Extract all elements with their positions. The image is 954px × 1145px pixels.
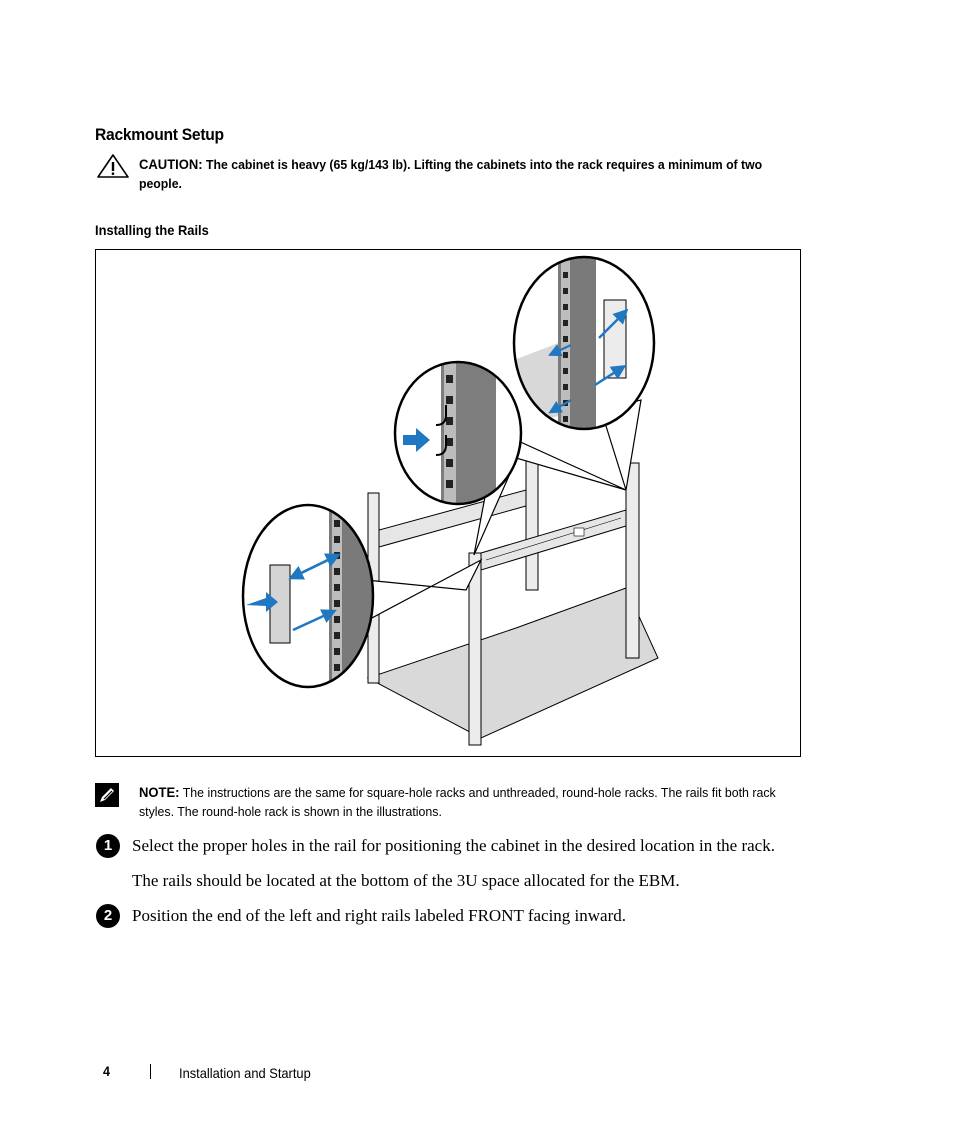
step-1-subtext: The rails should be located at the bottom of the 3U space allocated for the EBM. bbox=[132, 871, 680, 890]
footer-title: Installation and Startup bbox=[179, 1065, 311, 1081]
note-label: NOTE: bbox=[139, 784, 180, 800]
installing-rails-heading: Installing the Rails bbox=[95, 222, 209, 238]
rail-right bbox=[481, 510, 626, 570]
caution-message bbox=[139, 155, 790, 193]
rack-post-front-right bbox=[626, 463, 639, 658]
caution-label: CAUTION: bbox=[139, 156, 203, 172]
caution-text: The cabinet is heavy (65 kg/143 lb). Lifting the cabinets into the rack requires a minimum of two people. bbox=[139, 157, 763, 191]
rack-post-rear-mid bbox=[526, 460, 538, 590]
footer-divider bbox=[150, 1064, 151, 1079]
note-pencil-icon bbox=[95, 783, 119, 807]
step-1-badge: 1 bbox=[96, 834, 120, 858]
page-number: 4 bbox=[103, 1063, 111, 1079]
rack-rail-installation-illustration bbox=[96, 250, 802, 758]
step-2-text: Position the end of the left and right rails labeled FRONT facing inward. bbox=[132, 906, 626, 925]
note-message bbox=[139, 783, 809, 821]
section-title: Rackmount Setup bbox=[95, 125, 224, 144]
step-2-badge: 2 bbox=[96, 904, 120, 928]
note-text: The instructions are the same for square-hole racks and unthreaded, round-hole racks. The rails fit both rack styles. The round-hole rack is shown in the illustrations. bbox=[139, 785, 776, 819]
rack-post-front-left bbox=[469, 553, 481, 745]
rack-base bbox=[368, 588, 658, 738]
detail-rail-hook bbox=[391, 360, 531, 510]
rail-installation-figure bbox=[95, 249, 801, 757]
step-1-text: Select the proper holes in the rail for positioning the cabinet in the desired location in the rack. bbox=[132, 836, 775, 855]
caution-triangle-icon bbox=[96, 153, 130, 179]
detail-front-rail-attach bbox=[236, 500, 386, 695]
